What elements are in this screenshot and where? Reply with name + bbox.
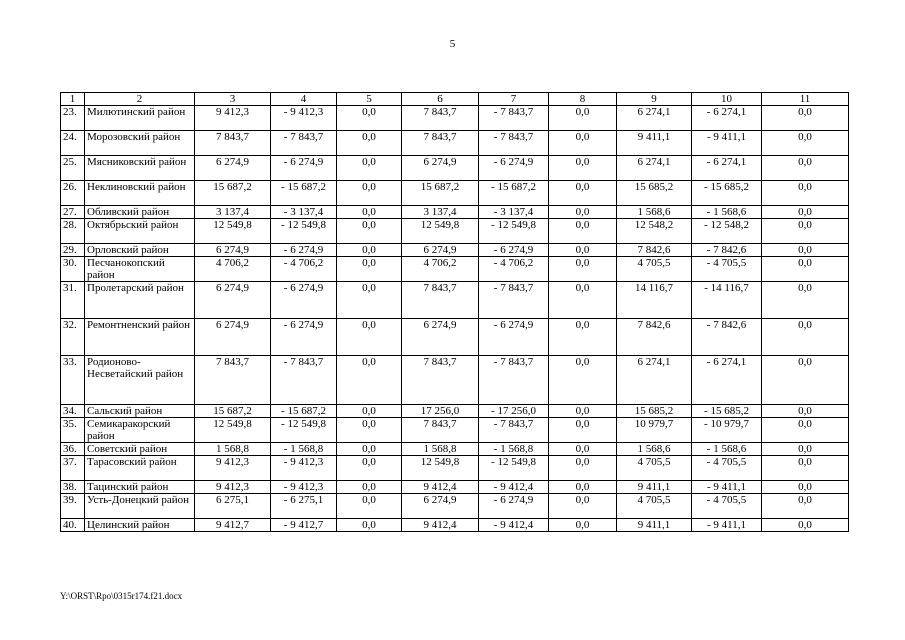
value-col-10: - 4 705,5 bbox=[692, 257, 762, 282]
value-col-11: 0,0 bbox=[762, 456, 849, 481]
district-name: Усть-Донецкий район bbox=[85, 494, 195, 519]
value-col-8: 0,0 bbox=[549, 418, 617, 443]
value-col-4: - 15 687,2 bbox=[271, 405, 337, 418]
value-col-7: - 7 843,7 bbox=[479, 106, 549, 131]
table-row bbox=[61, 481, 849, 494]
header-cell: 8 bbox=[549, 93, 617, 106]
value-col-6: 1 568,8 bbox=[402, 443, 479, 456]
value-col-10: - 12 548,2 bbox=[692, 219, 762, 244]
row-number: 38. bbox=[61, 481, 85, 494]
value-col-10: - 6 274,1 bbox=[692, 156, 762, 181]
value-col-10: - 1 568,6 bbox=[692, 443, 762, 456]
row-number: 28. bbox=[61, 219, 85, 244]
value-col-8: 0,0 bbox=[549, 131, 617, 156]
value-col-3: 15 687,2 bbox=[195, 181, 271, 206]
header-cell: 4 bbox=[271, 93, 337, 106]
value-col-11: 0,0 bbox=[762, 356, 849, 405]
value-col-5: 0,0 bbox=[337, 319, 402, 356]
value-col-6: 7 843,7 bbox=[402, 106, 479, 131]
value-col-11: 0,0 bbox=[762, 181, 849, 206]
value-col-6: 7 843,7 bbox=[402, 418, 479, 443]
value-col-9: 15 685,2 bbox=[617, 405, 692, 418]
value-col-10: - 10 979,7 bbox=[692, 418, 762, 443]
value-col-8: 0,0 bbox=[549, 282, 617, 319]
value-col-3: 7 843,7 bbox=[195, 131, 271, 156]
value-col-7: - 6 274,9 bbox=[479, 156, 549, 181]
value-col-9: 7 842,6 bbox=[617, 244, 692, 257]
value-col-9: 4 705,5 bbox=[617, 257, 692, 282]
header-cell: 11 bbox=[762, 93, 849, 106]
value-col-7: - 7 843,7 bbox=[479, 418, 549, 443]
district-name: Родионово-Несветайский район bbox=[85, 356, 195, 405]
value-col-7: - 7 843,7 bbox=[479, 131, 549, 156]
value-col-7: - 6 274,9 bbox=[479, 494, 549, 519]
value-col-9: 1 568,6 bbox=[617, 443, 692, 456]
value-col-3: 6 274,9 bbox=[195, 319, 271, 356]
row-number: 32. bbox=[61, 319, 85, 356]
value-col-5: 0,0 bbox=[337, 244, 402, 257]
value-col-10: - 4 705,5 bbox=[692, 456, 762, 481]
district-name: Октябрьский район bbox=[85, 219, 195, 244]
district-name: Тацинский район bbox=[85, 481, 195, 494]
table-row bbox=[61, 356, 849, 405]
value-col-9: 1 568,6 bbox=[617, 206, 692, 219]
value-col-9: 6 274,1 bbox=[617, 156, 692, 181]
value-col-8: 0,0 bbox=[549, 156, 617, 181]
value-col-10: - 9 411,1 bbox=[692, 481, 762, 494]
district-name: Милютинский район bbox=[85, 106, 195, 131]
value-col-3: 12 549,8 bbox=[195, 219, 271, 244]
value-col-6: 6 274,9 bbox=[402, 319, 479, 356]
header-cell: 9 bbox=[617, 93, 692, 106]
value-col-3: 6 274,9 bbox=[195, 282, 271, 319]
header-cell: 6 bbox=[402, 93, 479, 106]
value-col-8: 0,0 bbox=[549, 319, 617, 356]
value-col-11: 0,0 bbox=[762, 418, 849, 443]
value-col-4: - 6 274,9 bbox=[271, 282, 337, 319]
value-col-6: 15 687,2 bbox=[402, 181, 479, 206]
value-col-8: 0,0 bbox=[549, 356, 617, 405]
row-number: 27. bbox=[61, 206, 85, 219]
value-col-4: - 12 549,8 bbox=[271, 219, 337, 244]
table-row bbox=[61, 282, 849, 319]
value-col-3: 3 137,4 bbox=[195, 206, 271, 219]
row-number: 24. bbox=[61, 131, 85, 156]
value-col-3: 7 843,7 bbox=[195, 356, 271, 405]
value-col-8: 0,0 bbox=[549, 494, 617, 519]
file-path-footer: Y:\ORST\Rpo\0315r174.f21.docx bbox=[60, 591, 183, 601]
value-col-11: 0,0 bbox=[762, 206, 849, 219]
value-col-6: 6 274,9 bbox=[402, 494, 479, 519]
row-number: 39. bbox=[61, 494, 85, 519]
value-col-3: 9 412,3 bbox=[195, 456, 271, 481]
row-number: 40. bbox=[61, 519, 85, 532]
value-col-8: 0,0 bbox=[549, 181, 617, 206]
value-col-11: 0,0 bbox=[762, 244, 849, 257]
header-cell: 7 bbox=[479, 93, 549, 106]
value-col-7: - 12 549,8 bbox=[479, 219, 549, 244]
district-name: Мясниковский район bbox=[85, 156, 195, 181]
value-col-9: 14 116,7 bbox=[617, 282, 692, 319]
row-number: 23. bbox=[61, 106, 85, 131]
value-col-9: 10 979,7 bbox=[617, 418, 692, 443]
value-col-8: 0,0 bbox=[549, 244, 617, 257]
value-col-7: - 15 687,2 bbox=[479, 181, 549, 206]
row-number: 36. bbox=[61, 443, 85, 456]
row-number: 34. bbox=[61, 405, 85, 418]
value-col-5: 0,0 bbox=[337, 257, 402, 282]
value-col-6: 7 843,7 bbox=[402, 356, 479, 405]
value-col-6: 7 843,7 bbox=[402, 282, 479, 319]
value-col-10: - 4 705,5 bbox=[692, 494, 762, 519]
table-row bbox=[61, 156, 849, 181]
value-col-4: - 7 843,7 bbox=[271, 356, 337, 405]
row-number: 33. bbox=[61, 356, 85, 405]
value-col-7: - 7 843,7 bbox=[479, 356, 549, 405]
value-col-11: 0,0 bbox=[762, 519, 849, 532]
value-col-7: - 6 274,9 bbox=[479, 319, 549, 356]
value-col-9: 6 274,1 bbox=[617, 106, 692, 131]
value-col-4: - 4 706,2 bbox=[271, 257, 337, 282]
table-row bbox=[61, 456, 849, 481]
value-col-6: 9 412,4 bbox=[402, 481, 479, 494]
value-col-10: - 9 411,1 bbox=[692, 519, 762, 532]
row-number: 31. bbox=[61, 282, 85, 319]
value-col-3: 15 687,2 bbox=[195, 405, 271, 418]
value-col-4: - 6 274,9 bbox=[271, 244, 337, 257]
value-col-5: 0,0 bbox=[337, 131, 402, 156]
value-col-7: - 12 549,8 bbox=[479, 456, 549, 481]
district-name: Тарасовский район bbox=[85, 456, 195, 481]
district-name: Ремонтненский район bbox=[85, 319, 195, 356]
table-row bbox=[61, 519, 849, 532]
value-col-8: 0,0 bbox=[549, 456, 617, 481]
value-col-4: - 1 568,8 bbox=[271, 443, 337, 456]
table-row bbox=[61, 106, 849, 131]
table-row bbox=[61, 181, 849, 206]
value-col-8: 0,0 bbox=[549, 443, 617, 456]
value-col-11: 0,0 bbox=[762, 481, 849, 494]
table-row bbox=[61, 244, 849, 257]
value-col-4: - 15 687,2 bbox=[271, 181, 337, 206]
value-col-11: 0,0 bbox=[762, 257, 849, 282]
value-col-8: 0,0 bbox=[549, 106, 617, 131]
district-name: Орловский район bbox=[85, 244, 195, 257]
value-col-3: 9 412,3 bbox=[195, 106, 271, 131]
value-col-6: 17 256,0 bbox=[402, 405, 479, 418]
district-name: Целинский район bbox=[85, 519, 195, 532]
value-col-3: 6 274,9 bbox=[195, 244, 271, 257]
row-number: 25. bbox=[61, 156, 85, 181]
budget-table bbox=[60, 92, 849, 532]
district-name: Семикаракорский район bbox=[85, 418, 195, 443]
value-col-10: - 14 116,7 bbox=[692, 282, 762, 319]
value-col-5: 0,0 bbox=[337, 405, 402, 418]
district-name: Морозовский район bbox=[85, 131, 195, 156]
value-col-9: 15 685,2 bbox=[617, 181, 692, 206]
header-cell: 5 bbox=[337, 93, 402, 106]
value-col-4: - 12 549,8 bbox=[271, 418, 337, 443]
value-col-4: - 9 412,3 bbox=[271, 481, 337, 494]
row-number: 35. bbox=[61, 418, 85, 443]
value-col-9: 9 411,1 bbox=[617, 481, 692, 494]
value-col-5: 0,0 bbox=[337, 494, 402, 519]
table-row bbox=[61, 206, 849, 219]
header-cell: 3 bbox=[195, 93, 271, 106]
value-col-4: - 7 843,7 bbox=[271, 131, 337, 156]
value-col-3: 6 275,1 bbox=[195, 494, 271, 519]
district-name: Пролетарский район bbox=[85, 282, 195, 319]
value-col-6: 12 549,8 bbox=[402, 456, 479, 481]
value-col-8: 0,0 bbox=[549, 257, 617, 282]
value-col-8: 0,0 bbox=[549, 219, 617, 244]
value-col-5: 0,0 bbox=[337, 156, 402, 181]
value-col-11: 0,0 bbox=[762, 219, 849, 244]
value-col-3: 1 568,8 bbox=[195, 443, 271, 456]
value-col-3: 9 412,3 bbox=[195, 481, 271, 494]
table-row bbox=[61, 418, 849, 443]
table-row bbox=[61, 443, 849, 456]
value-col-10: - 15 685,2 bbox=[692, 405, 762, 418]
value-col-6: 6 274,9 bbox=[402, 156, 479, 181]
table-row bbox=[61, 494, 849, 519]
value-col-4: - 9 412,7 bbox=[271, 519, 337, 532]
value-col-11: 0,0 bbox=[762, 443, 849, 456]
table-row bbox=[61, 131, 849, 156]
table-row bbox=[61, 405, 849, 418]
value-col-9: 9 411,1 bbox=[617, 131, 692, 156]
value-col-10: - 7 842,6 bbox=[692, 319, 762, 356]
value-col-11: 0,0 bbox=[762, 156, 849, 181]
page-number: 5 bbox=[449, 38, 456, 50]
table-body bbox=[61, 106, 849, 532]
value-col-9: 12 548,2 bbox=[617, 219, 692, 244]
value-col-6: 3 137,4 bbox=[402, 206, 479, 219]
header-cell: 2 bbox=[85, 93, 195, 106]
district-name: Сальский район bbox=[85, 405, 195, 418]
value-col-5: 0,0 bbox=[337, 481, 402, 494]
value-col-11: 0,0 bbox=[762, 405, 849, 418]
value-col-4: - 3 137,4 bbox=[271, 206, 337, 219]
value-col-7: - 9 412,4 bbox=[479, 519, 549, 532]
value-col-5: 0,0 bbox=[337, 181, 402, 206]
district-name: Неклиновский район bbox=[85, 181, 195, 206]
value-col-4: - 6 274,9 bbox=[271, 319, 337, 356]
value-col-5: 0,0 bbox=[337, 519, 402, 532]
table-header-row bbox=[61, 93, 849, 106]
value-col-8: 0,0 bbox=[549, 405, 617, 418]
value-col-8: 0,0 bbox=[549, 481, 617, 494]
value-col-8: 0,0 bbox=[549, 519, 617, 532]
value-col-7: - 6 274,9 bbox=[479, 244, 549, 257]
value-col-9: 7 842,6 bbox=[617, 319, 692, 356]
value-col-11: 0,0 bbox=[762, 106, 849, 131]
value-col-7: - 1 568,8 bbox=[479, 443, 549, 456]
value-col-5: 0,0 bbox=[337, 443, 402, 456]
district-name: Песчанокопский район bbox=[85, 257, 195, 282]
value-col-10: - 7 842,6 bbox=[692, 244, 762, 257]
value-col-5: 0,0 bbox=[337, 206, 402, 219]
value-col-5: 0,0 bbox=[337, 282, 402, 319]
value-col-7: - 9 412,4 bbox=[479, 481, 549, 494]
value-col-10: - 9 411,1 bbox=[692, 131, 762, 156]
value-col-7: - 7 843,7 bbox=[479, 282, 549, 319]
table-row bbox=[61, 219, 849, 244]
value-col-11: 0,0 bbox=[762, 319, 849, 356]
value-col-11: 0,0 bbox=[762, 494, 849, 519]
value-col-5: 0,0 bbox=[337, 418, 402, 443]
value-col-4: - 9 412,3 bbox=[271, 456, 337, 481]
value-col-9: 4 705,5 bbox=[617, 494, 692, 519]
value-col-10: - 6 274,1 bbox=[692, 106, 762, 131]
value-col-4: - 6 275,1 bbox=[271, 494, 337, 519]
value-col-5: 0,0 bbox=[337, 106, 402, 131]
value-col-6: 6 274,9 bbox=[402, 244, 479, 257]
row-number: 29. bbox=[61, 244, 85, 257]
district-name: Обливский район bbox=[85, 206, 195, 219]
value-col-5: 0,0 bbox=[337, 219, 402, 244]
header-cell: 10 bbox=[692, 93, 762, 106]
value-col-9: 9 411,1 bbox=[617, 519, 692, 532]
district-name: Советский район bbox=[85, 443, 195, 456]
value-col-11: 0,0 bbox=[762, 131, 849, 156]
value-col-9: 6 274,1 bbox=[617, 356, 692, 405]
value-col-3: 9 412,7 bbox=[195, 519, 271, 532]
value-col-6: 12 549,8 bbox=[402, 219, 479, 244]
table-row bbox=[61, 257, 849, 282]
value-col-10: - 1 568,6 bbox=[692, 206, 762, 219]
value-col-6: 4 706,2 bbox=[402, 257, 479, 282]
table-row bbox=[61, 319, 849, 356]
value-col-6: 9 412,4 bbox=[402, 519, 479, 532]
value-col-7: - 3 137,4 bbox=[479, 206, 549, 219]
value-col-4: - 6 274,9 bbox=[271, 156, 337, 181]
header-cell: 1 bbox=[61, 93, 85, 106]
value-col-10: - 6 274,1 bbox=[692, 356, 762, 405]
value-col-6: 7 843,7 bbox=[402, 131, 479, 156]
value-col-3: 4 706,2 bbox=[195, 257, 271, 282]
value-col-4: - 9 412,3 bbox=[271, 106, 337, 131]
value-col-9: 4 705,5 bbox=[617, 456, 692, 481]
value-col-3: 6 274,9 bbox=[195, 156, 271, 181]
value-col-7: - 4 706,2 bbox=[479, 257, 549, 282]
row-number: 37. bbox=[61, 456, 85, 481]
value-col-7: - 17 256,0 bbox=[479, 405, 549, 418]
value-col-5: 0,0 bbox=[337, 356, 402, 405]
value-col-11: 0,0 bbox=[762, 282, 849, 319]
row-number: 26. bbox=[61, 181, 85, 206]
value-col-10: - 15 685,2 bbox=[692, 181, 762, 206]
row-number: 30. bbox=[61, 257, 85, 282]
value-col-8: 0,0 bbox=[549, 206, 617, 219]
value-col-3: 12 549,8 bbox=[195, 418, 271, 443]
value-col-5: 0,0 bbox=[337, 456, 402, 481]
